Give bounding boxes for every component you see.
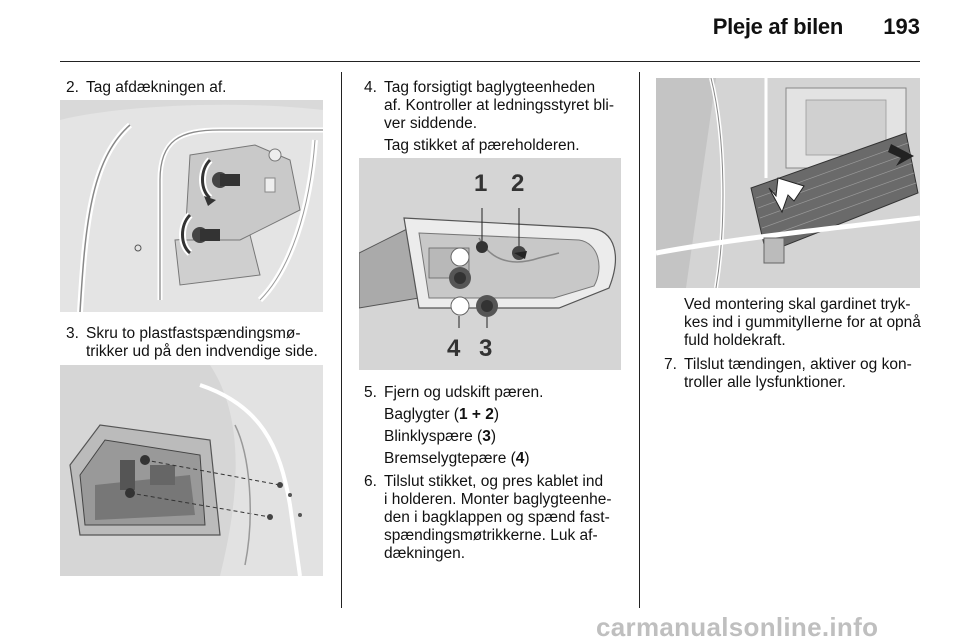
step-3 [66,325,341,365]
nut-removal-illustration [60,365,323,576]
step-4 [364,79,639,157]
step-5-item-1: Baglygter (1 + 2) [384,406,500,423]
page-header [0,0,960,60]
step-4-line-1: Tag forsigtigt baglygteenheden [384,79,596,96]
note-line-3: fuld holdekraft. [684,332,786,349]
step-3-line-2: trikker ud på den indvendige side. [86,343,318,360]
step-5 [364,384,639,468]
figure-cover-removal [60,100,323,312]
step-2-text: Tag afdækningen af. [86,79,227,96]
header-rule [60,61,920,62]
label-2: 2 [511,170,525,197]
page-number: 193 [883,14,920,39]
bulb-holder-illustration [359,158,621,370]
step-7-number: 7. [664,356,677,373]
section-title: Pleje af bilen [712,14,843,39]
step-5-number: 5. [364,384,377,401]
curtain-mounting-illustration [656,78,920,288]
step-6-line-4: spændingsmøtrikkerne. Luk af- [384,527,598,544]
step-6 [364,473,639,565]
step-5-item-3: Bremselygtepære (4) [384,450,530,467]
step-5-text: Fjern og udskift pæren. [384,384,544,401]
step-2-number: 2. [66,79,79,96]
step-3-number: 3. [66,325,79,342]
note-line-2: kes ind i gummitylIerne for at opnå [684,314,921,331]
cover-removal-illustration [60,100,323,312]
step-6-line-3: den i bagklappen og spænd fast- [384,509,610,526]
note-line-1: Ved montering skal gardinet tryk- [684,296,911,313]
column-divider-1 [341,72,342,608]
column-divider-2 [639,72,640,608]
figure-bulb-holder [359,158,621,370]
label-3: 3 [479,335,493,362]
step-6-line-1: Tilslut stikket, og pres kablet ind [384,473,604,490]
step-7-line-2: troller alle lysfunktioner. [684,374,846,391]
step-4-line-2: af. Kontroller at ledningsstyret bli- [384,97,615,114]
figure-nut-removal [60,365,323,576]
step-4-line-3: ver siddende. [384,115,478,132]
watermark: carmanualsonline.info [596,612,879,642]
step-7 [664,356,944,396]
step-4-note: Tag stikket af pæreholderen. [384,137,580,154]
label-1: 1 [474,170,488,197]
figure-curtain-mounting [656,78,920,288]
step-6-number: 6. [364,473,377,490]
curtain-note [660,296,950,352]
step-5-item-2: Blinklyspære (3) [384,428,496,445]
label-4: 4 [447,335,461,362]
step-7-line-1: Tilslut tændingen, aktiver og kon- [684,356,912,373]
step-3-line-1: Skru to plastfastspændingsmø- [86,325,301,342]
step-6-line-2: i holderen. Monter baglygteenhe- [384,491,612,508]
step-2 [66,79,336,99]
step-6-line-5: dækningen. [384,545,466,562]
step-4-number: 4. [364,79,377,96]
